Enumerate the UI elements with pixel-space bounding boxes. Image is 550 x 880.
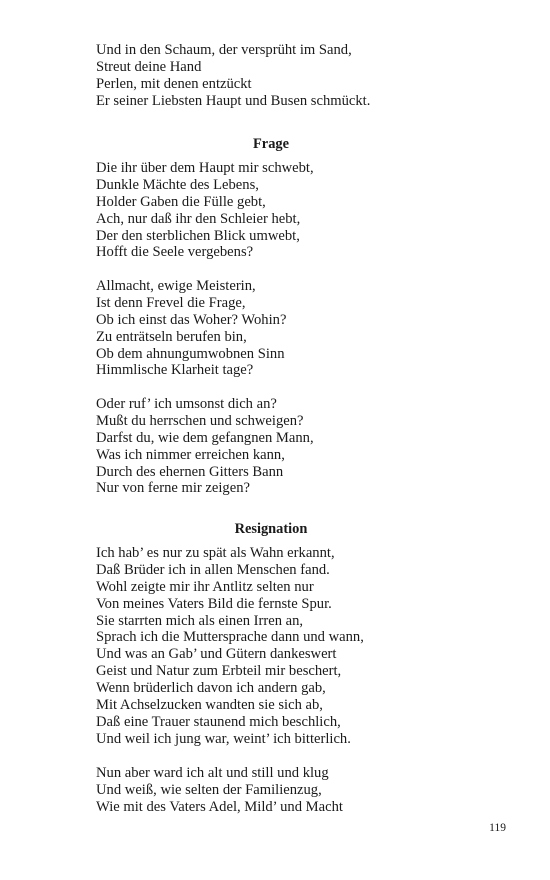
verse-line: Und was an Gab’ und Gütern dankeswert — [96, 646, 337, 663]
verse-line: Die ihr über dem Haupt mir schwebt, — [96, 160, 314, 176]
verse-line: Und in den Schaum, der versprüht im Sand, — [96, 42, 352, 58]
verse-line: Sprach ich die Muttersprache dann und wann, — [96, 629, 364, 646]
verse-line: Ob ich einst das Woher? Wohin? — [96, 311, 287, 328]
verse-line: Darfst du, wie dem gefangnen Mann, — [96, 429, 314, 446]
verse-line: Daß eine Trauer staunend mich beschlich, — [96, 713, 341, 730]
verse-line: Dunkle Mächte des Lebens, — [96, 176, 259, 193]
verse-line: Sie starrten mich als einen Irren an, — [96, 612, 304, 629]
verse-line: Hofft die Seele vergebens? — [96, 244, 254, 261]
verse-line: Nun aber ward ich alt und still und klug — [96, 765, 329, 781]
verse-line: Was ich nimmer erreichen kann, — [96, 446, 285, 463]
verse-line: Streut deine Hand — [96, 58, 202, 75]
verse-line: Perlen, mit denen entzückt — [96, 75, 252, 92]
page-number: 119 — [489, 822, 506, 834]
verse-line: Himmlische Klarheit tage? — [96, 362, 254, 379]
verse-line: Er seiner Liebsten Haupt und Busen schmückt. — [96, 92, 371, 109]
verse-line: Geist und Natur zum Erbteil mir beschert, — [96, 663, 342, 680]
resignation-stanza-1 — [96, 545, 496, 748]
verse-line: Nur von ferne mir zeigen? — [96, 480, 250, 497]
poem-title-frage: Frage — [253, 136, 289, 152]
verse-line: Mit Achselzucken wandten sie sich ab, — [96, 697, 323, 714]
verse-line: Wenn brüderlich davon ich andern gab, — [96, 680, 326, 697]
verse-line: Ach, nur daß ihr den Schleier hebt, — [96, 210, 301, 227]
frage-stanza-3 — [96, 396, 496, 497]
verse-line: Und weil ich jung war, weint’ ich bitterlich. — [96, 730, 351, 747]
verse-line: Und weiß, wie selten der Familienzug, — [96, 781, 322, 798]
frage-stanza-2 — [96, 278, 496, 379]
verse-line: Der den sterblichen Blick umwebt, — [96, 227, 300, 244]
verse-line: Ob dem ahnungumwobnen Sinn — [96, 345, 285, 362]
intro-stanza — [96, 42, 496, 110]
verse-line: Oder ruf’ ich umsonst dich an? — [96, 396, 277, 412]
verse-line: Ist denn Frevel die Frage, — [96, 294, 246, 311]
verse-line: Von meines Vaters Bild die fernste Spur. — [96, 595, 332, 612]
verse-line: Wohl zeigte mir ihr Antlitz selten nur — [96, 578, 314, 595]
verse-line: Durch des ehernen Gitters Bann — [96, 463, 284, 480]
verse-line: Mußt du herrschen und schweigen? — [96, 412, 304, 429]
resignation-stanza-2 — [96, 765, 496, 816]
verse-line: Wie mit des Vaters Adel, Mild’ und Macht — [96, 798, 343, 815]
verse-line: Ich hab’ es nur zu spät als Wahn erkannt, — [96, 545, 335, 561]
verse-line: Daß Brüder ich in allen Menschen fand. — [96, 561, 330, 578]
verse-line: Holder Gaben die Fülle gebt, — [96, 193, 266, 210]
verse-line: Allmacht, ewige Meisterin, — [96, 278, 256, 294]
poem-title-resignation: Resignation — [234, 521, 308, 537]
frage-stanza-1 — [96, 160, 496, 261]
verse-line: Zu enträtseln berufen bin, — [96, 328, 247, 345]
